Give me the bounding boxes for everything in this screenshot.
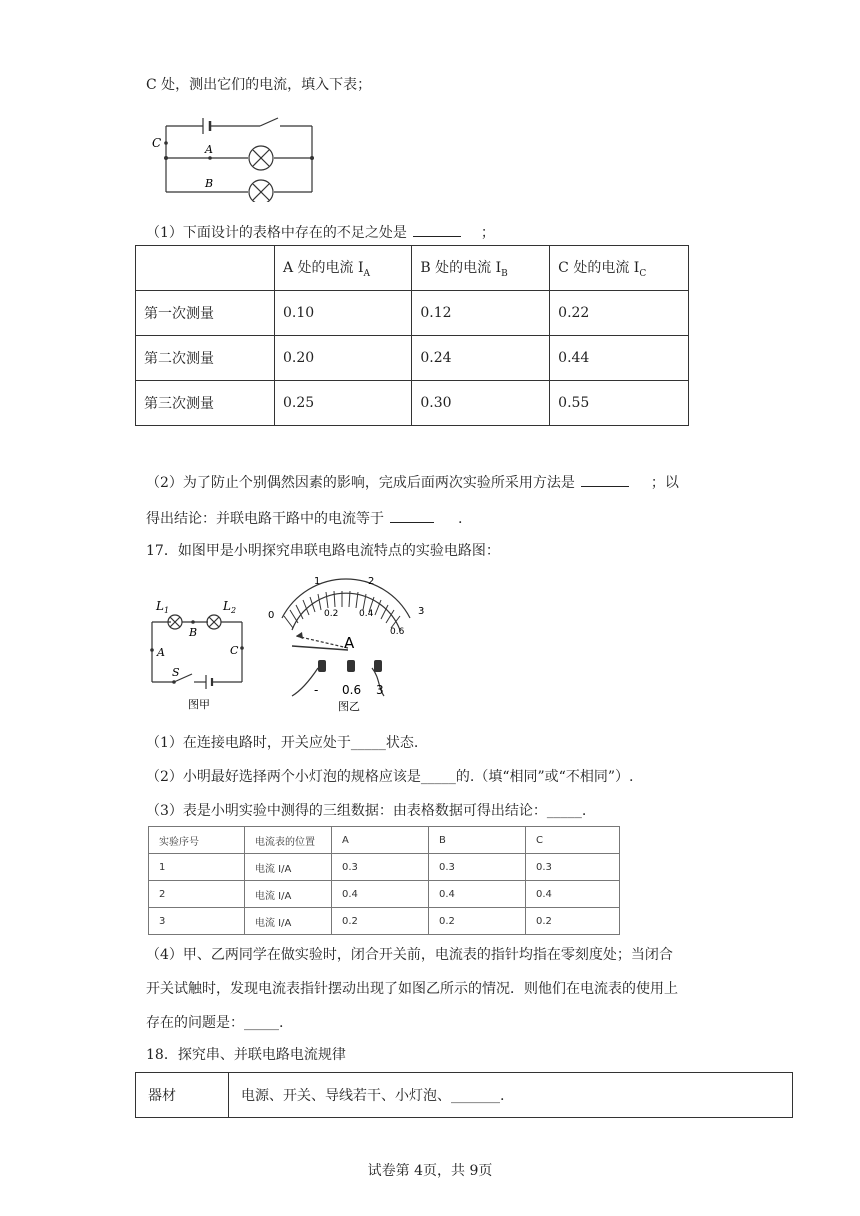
table-cell: 电流 I/A: [245, 908, 332, 935]
table-cell: 0.22: [550, 291, 689, 336]
table-cell: 0.2: [526, 908, 620, 935]
label-l2: L: [223, 599, 231, 613]
q17-data-table: [148, 826, 620, 935]
parallel-circuit-diagram: [148, 110, 318, 202]
table-cell: 实验序号: [149, 827, 245, 854]
label-c: C: [230, 644, 239, 657]
table-cell: 0.4: [332, 881, 429, 908]
q18-title: 18．探究串、并联电路电流规律: [146, 1047, 346, 1063]
table-cell: 电源、开关、导线若干、小灯泡、_______.: [229, 1073, 793, 1118]
q16-part1: （1）下面设计的表格中存在的不足之处是 ；: [146, 222, 495, 242]
label-b: B: [189, 626, 198, 639]
terminal-3: 3: [376, 683, 384, 697]
q17-part2: （2）小明最好选择两个小灯泡的规格应该是_____的.（填“相同”或“不相同”）.: [146, 769, 634, 785]
q18-table: [135, 1072, 793, 1118]
ammeter-figure: [262, 570, 430, 714]
label-c: C: [152, 136, 162, 150]
table-cell: C: [526, 827, 620, 854]
terminal-0-6: 0.6: [342, 683, 362, 697]
table-cell: 0.55: [550, 381, 689, 426]
label-s: S: [172, 666, 180, 679]
table-row: [136, 291, 689, 336]
q16-current-table: [135, 245, 689, 426]
table-header-row: [149, 827, 620, 854]
table-cell: 0.4: [429, 881, 526, 908]
label-l1-sub: 1: [164, 606, 170, 615]
table-cell: 0.20: [275, 336, 412, 381]
table-cell: 第一次测量: [136, 291, 275, 336]
scale-0-4: 0.4: [359, 609, 374, 619]
table-row: [149, 908, 620, 935]
table-cell: 0.12: [412, 291, 550, 336]
page-footer: 试卷第 4页，共 9页: [367, 1163, 493, 1179]
answer-blank[interactable]: [390, 508, 434, 523]
table-cell: 0.25: [275, 381, 412, 426]
table-cell: 器材: [136, 1073, 229, 1118]
label-a: A: [205, 143, 213, 156]
label-a: A: [157, 646, 165, 659]
table-cell: 电流 I/A: [245, 881, 332, 908]
scale-1: 1: [314, 576, 321, 587]
table-header-row: [136, 246, 689, 291]
scale-0-2: 0.2: [324, 609, 339, 619]
q17-part4-line2: 开关试触时，发现电流表指针摆动出现了如图乙所示的情况．则他们在电流表的使用上: [146, 981, 678, 997]
table-cell: 0.30: [412, 381, 550, 426]
table-cell: B 处的电流 $I_B$: [412, 246, 550, 291]
table-cell: [136, 246, 275, 291]
figure-caption-yi: 图乙: [338, 700, 360, 713]
scale-0-6: 0.6: [390, 627, 405, 637]
scale-3: 3: [418, 606, 425, 617]
table-cell: 电流 I/A: [245, 854, 332, 881]
table-cell: A: [332, 827, 429, 854]
table-cell: 0.2: [429, 908, 526, 935]
table-row: [136, 381, 689, 426]
table-cell: 0.4: [526, 881, 620, 908]
label-l2-sub: 2: [231, 606, 237, 615]
series-circuit-figure: [144, 570, 256, 714]
q16-part2-line1: （2）为了防止个别偶然因素的影响，完成后面两次实验所采用方法是 ；以: [146, 472, 679, 492]
scale-0: 0: [268, 610, 275, 621]
q17-title: 17．如图甲是小明探究串联电路电流特点的实验电路图：: [146, 543, 500, 559]
table-cell: 0.24: [412, 336, 550, 381]
q17-part4-line1: （4）甲、乙两同学在做实验时，闭合开关前，电流表的指针均指在零刻度处；当闭合: [146, 947, 673, 963]
table-cell: 3: [149, 908, 245, 935]
answer-blank[interactable]: [413, 222, 461, 237]
q17-part4-line3: 存在的问题是：_____.: [146, 1015, 284, 1031]
table-cell: A 处的电流 $I_A$: [275, 246, 412, 291]
q16-intro: C 处，测出它们的电流，填入下表；: [146, 77, 372, 93]
table-row: [136, 1073, 793, 1118]
terminal-negative: -: [314, 683, 319, 697]
table-cell: 0.3: [332, 854, 429, 881]
table-cell: 第三次测量: [136, 381, 275, 426]
table-cell: 0.3: [429, 854, 526, 881]
q17-part3: （3）表是小明实验中测得的三组数据：由表格数据可得出结论：_____.: [146, 803, 587, 819]
q16-part2-line2: 得出结论：并联电路干路中的电流等于 .: [146, 508, 462, 528]
table-cell: 0.44: [550, 336, 689, 381]
answer-blank[interactable]: [581, 472, 629, 487]
table-cell: 0.2: [332, 908, 429, 935]
scale-2: 2: [368, 576, 375, 587]
table-row: [149, 854, 620, 881]
q17-part1: （1）在连接电路时，开关应处于_____状态.: [146, 735, 419, 751]
table-cell: 0.3: [526, 854, 620, 881]
table-cell: 电流表的位置: [245, 827, 332, 854]
table-cell: C 处的电流 $I_C$: [550, 246, 689, 291]
table-cell: 1: [149, 854, 245, 881]
table-cell: B: [429, 827, 526, 854]
table-cell: 0.10: [275, 291, 412, 336]
label-b: B: [205, 177, 214, 190]
table-row: [136, 336, 689, 381]
label-l1: L: [156, 599, 164, 613]
table-cell: 第二次测量: [136, 336, 275, 381]
figure-caption-jia: 图甲: [188, 698, 210, 711]
ammeter-unit: A: [344, 634, 355, 652]
table-cell: 2: [149, 881, 245, 908]
table-row: [149, 881, 620, 908]
